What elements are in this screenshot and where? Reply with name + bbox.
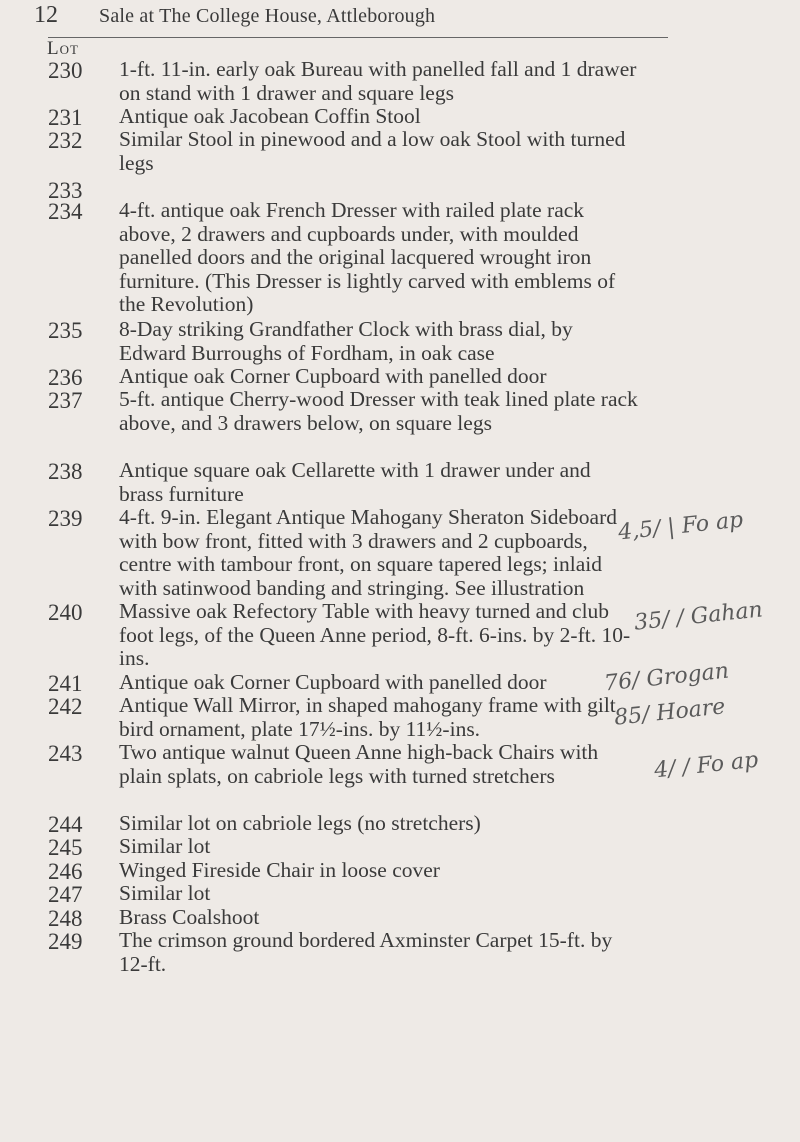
lot-number: 241 — [48, 671, 83, 696]
lot-description: Antique Wall Mirror, in shaped mahogany frame with gilt bird ornament, plate 17½-ins. by 11½-ins. — [119, 693, 616, 741]
lot-number: 237 — [48, 388, 83, 413]
lot-description: Similar Stool in pinewood and a low oak Stool with turned legs — [119, 127, 626, 175]
handwritten-price-buyer: 4/ / Fo ap — [652, 747, 760, 784]
lot-description: Two antique walnut Queen Anne high-back Chairs with plain splats, on cabriole legs with turned stretchers — [119, 740, 599, 788]
lot-column-heading: Lot — [47, 38, 79, 59]
lot-number: 245 — [48, 835, 83, 860]
header-rule — [48, 37, 668, 38]
lot-description: 4-ft. 9-in. Elegant Antique Mahogany Sheraton Sideboard with bow front, fitted with 3 drawers and 2 cupboards, centre with tambour front, on square tapered legs; inlaid with satinwood banding and stringing. See illustration — [119, 505, 617, 600]
lot-description: 1-ft. 11-in. early oak Bureau with panelled fall and 1 drawer on stand with 1 drawer and square legs — [119, 57, 637, 105]
lot-description: Antique oak Corner Cupboard with panelled door — [119, 670, 547, 694]
lot-number: 230 — [48, 58, 83, 83]
handwritten-price-buyer: 76/ Grogan — [603, 658, 731, 697]
lot-number: 248 — [48, 906, 83, 931]
lot-number: 234 — [48, 199, 83, 224]
lot-description: Winged Fireside Chair in loose cover — [119, 858, 440, 882]
lot-description: Brass Coalshoot — [119, 905, 260, 929]
lot-number: 246 — [48, 859, 83, 884]
lot-description: 8-Day striking Grandfather Clock with brass dial, by Edward Burroughs of Fordham, in oak case — [119, 317, 573, 365]
lot-description: Similar lot — [119, 834, 211, 858]
lot-description: Massive oak Refectory Table with heavy turned and club foot legs, of the Queen Anne period, 8-ft. 6-ins. by 2-ft. 10-ins. — [119, 599, 631, 670]
lot-number: 244 — [48, 812, 83, 837]
lot-number: 235 — [48, 318, 83, 343]
lot-number: 240 — [48, 600, 83, 625]
lot-number: 238 — [48, 459, 83, 484]
handwritten-price-buyer: 35/ / Gahan — [633, 597, 764, 636]
page-number: 12 — [34, 2, 58, 28]
lot-number: 242 — [48, 694, 83, 719]
lot-description: Similar lot on cabriole legs (no stretchers) — [119, 811, 481, 835]
lot-number: 231 — [48, 105, 83, 130]
lot-number: 239 — [48, 506, 83, 531]
lot-description: Similar lot — [119, 881, 211, 905]
lot-number: 247 — [48, 882, 83, 907]
handwritten-price-buyer: 85/ Hoare — [612, 694, 727, 731]
lot-number: 243 — [48, 741, 83, 766]
running-head: Sale at The College House, Attleborough — [99, 5, 436, 27]
handwritten-price-buyer: 4,5/ | Fo ap — [617, 507, 745, 546]
lot-number: 233 — [48, 178, 83, 203]
lot-description: 5-ft. antique Cherry-wood Dresser with teak lined plate rack above, and 3 drawers below, on square legs — [119, 387, 638, 435]
lot-number: 236 — [48, 365, 83, 390]
lot-description: The crimson ground bordered Axminster Carpet 15-ft. by 12-ft. — [119, 928, 613, 976]
lot-description: Antique oak Corner Cupboard with panelled door — [119, 364, 547, 388]
lot-description: 4-ft. antique oak French Dresser with railed plate rack above, 2 drawers and cupboards under, with moulded panelled doors and the original lacquered wrought iron furniture. (This Dresser is lightly carved with emblems of the Revolution) — [119, 198, 616, 316]
lot-number: 249 — [48, 929, 83, 954]
lot-description: Antique square oak Cellarette with 1 drawer under and brass furniture — [119, 458, 591, 506]
lot-description: Antique oak Jacobean Coffin Stool — [119, 104, 421, 128]
lot-number: 232 — [48, 128, 83, 153]
